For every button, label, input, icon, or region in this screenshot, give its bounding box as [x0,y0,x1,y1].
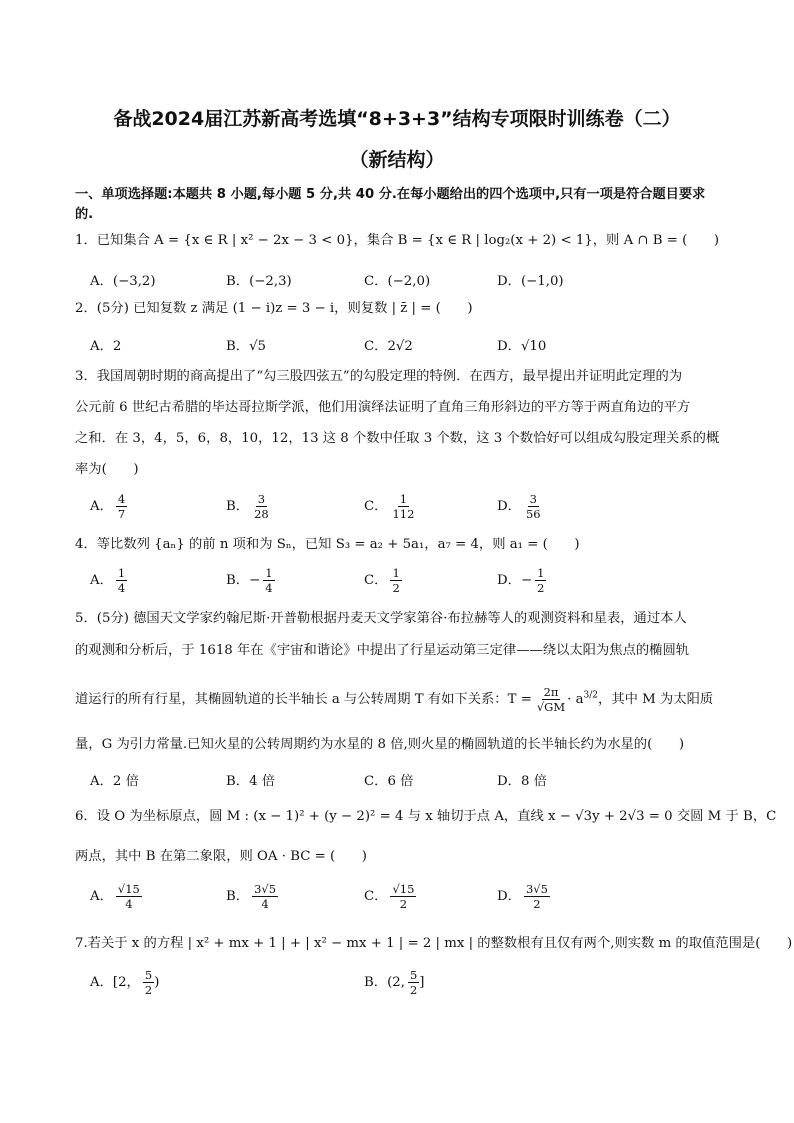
q4-option-d: D．− $\frac{1}{2}$ [497,566,545,595]
q3-option-b: B． $\frac{3}{28}$ [226,492,269,521]
q5-option-c: C．6 倍 [364,774,414,789]
q6-option-d: D． $\frac{3√5}{2}$ [497,882,548,911]
q7-option-b: B．(2, $\frac{5}{2}$ ] [364,968,425,997]
question-3-line-3: 之和．在 3，4，5，6，8，10，12，13 这 8 个数中任取 3 个数，这 3 个数恰好可以组成勾股定理关系的概 [75,431,720,446]
q4-option-c: C． $\frac{1}{2}$ [364,566,400,595]
q4-option-a: A． $\frac{1}{4}$ [90,566,126,595]
question-4-stem: 4．等比数列 {aₙ} 的前 n 项和为 Sₙ，已知 S₃ = a₂ + 5a₁，a₇ = 4，则 a₁ = ( ) [75,537,580,552]
q7-option-a: A．[2， $\frac{5}{2}$ ) [90,968,160,997]
q6-option-b: B． $\frac{3√5}{4}$ [226,882,277,911]
q2-option-a: A．2 [90,339,122,354]
q2-option-b: B．√5 [226,339,267,354]
q3-option-c: C． $\frac{1}{112}$ [364,492,415,521]
q6-option-c: C． $\frac{√15}{2}$ [364,882,415,911]
question-3-line-1: 3．我国周朝时期的商高提出了“勾三股四弦五”的勾股定理的特例．在西方，最早提出并证明此定理的为 [75,369,683,384]
q6-option-a: A． $\frac{√15}{4}$ [90,882,140,911]
q2-option-c: C．2√2 [364,339,413,354]
q3-option-a: A． $\frac{4}{7}$ [90,492,126,521]
q5-option-a: A．2 倍 [90,774,139,789]
q1-option-c: C．(−2,0) [364,274,431,289]
q1-option-b: B．(−2,3) [226,274,292,289]
section-heading-cont: 的. [75,207,94,222]
q5-option-d: D．8 倍 [497,774,547,789]
q1-option-d: D．(−1,0) [497,274,564,289]
q2-option-d: D．√10 [497,339,547,354]
question-5-line-4: 量，G 为引力常量.已知火星的公转周期约为水星的 8 倍,则火星的椭圆轨道的长半轴长约为水星的( ) [75,737,685,752]
question-2-stem: 2．(5分) 已知复数 z 满足 (1 − i)z = 3 − i，则复数 | z̄ | = ( ) [75,301,473,316]
q4-option-b: B．− $\frac{1}{4}$ [226,566,273,595]
q5-option-b: B．4 倍 [226,774,276,789]
page-title: 备战2024届江苏新高考选填“8+3+3”结构专项限时训练卷（二） [113,108,681,130]
question-5-line-3: 道运行的所有行星，其椭圆轨道的长半轴长 a 与公转周期 T 有如下关系：T = $\frac{2\pi}{√GM}$ · $a^{3/2}$，其中 M 为太阳质 [75,685,714,714]
q1-option-a: A．(−3,2) [90,274,156,289]
question-5-line-1: 5．(5分) 德国天文学家约翰尼斯·开普勒根据丹麦天文学家第谷·布拉赫等人的观测资料和星表，通过本人 [75,611,687,626]
question-3-line-4: 率为( ) [75,462,139,477]
page-subtitle: （新结构） [349,149,445,171]
q3-option-d: D． $\frac{3}{56}$ [497,492,541,521]
question-3-line-2: 公元前 6 世纪古希腊的毕达哥拉斯学派，他们用演绎法证明了直角三角形斜边的平方等于两直角边的平方 [75,400,691,415]
section-heading: 一、单项选择题:本题共 8 小题,每小题 5 分,共 40 分.在每小题给出的四个选项中,只有一项是符合题目要求 [75,187,706,202]
question-1-stem: 1．已知集合 A = {x ∈ R | x² − 2x − 3 < 0}，集合 B = {x ∈ R | log₂(x + 2) < 1}，则 A ∩ B = ( ) [75,233,720,248]
question-7-stem: 7.若关于 x 的方程 | x² + mx + 1 | + | x² − mx + 1 | = 2 | mx | 的整数根有且仅有两个,则实数 m 的取值范围是( ) [75,936,793,951]
question-5-line-2: 的观测和分析后，于 1618 年在《宇宙和谐论》中提出了行星运动第三定律——绕以太阳为焦点的椭圆轨 [75,643,690,658]
question-6-line-1: 6．设 O 为坐标原点，圆 M : (x − 1)² + (y − 2)² = 4 与 x 轴切于点 A，直线 x − √3y + 2√3 = 0 交圆 M 于 B，C [75,809,777,824]
question-6-line-2: 两点，其中 B 在第二象限，则 OA · BC = ( ) [75,849,367,864]
